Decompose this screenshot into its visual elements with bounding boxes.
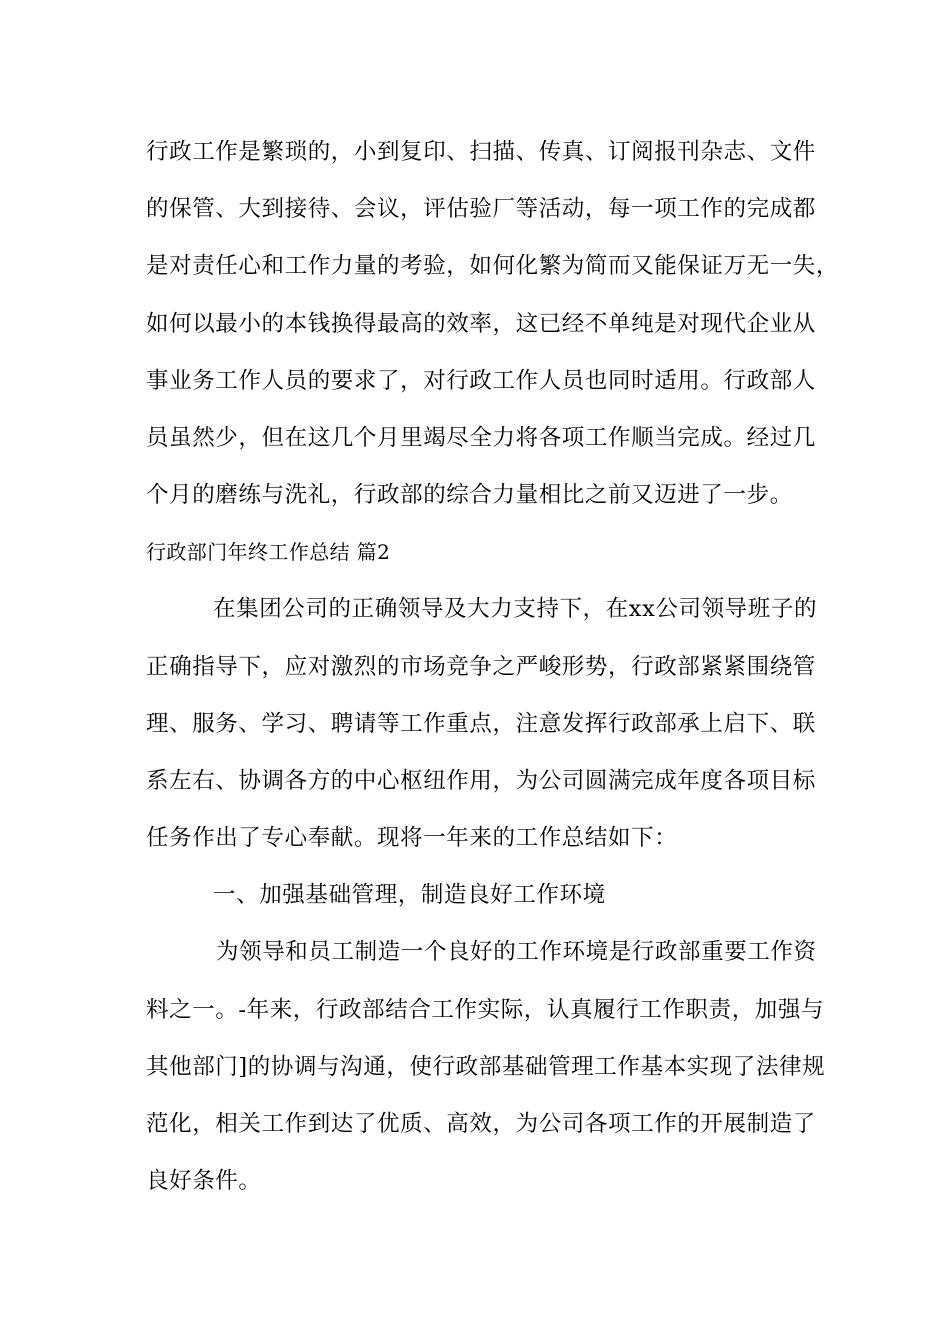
paragraph-line: 是对责任心和工作力量的考验，如何化繁为简而又能保证万无一失， [146,253,840,279]
paragraph-line: 正确指导下，应对激烈的市场竞争之严峻形势，行政部紧紧围绕管 [146,654,816,680]
paragraph-line: 任务作出了专心奉献。现将一年来的工作总结如下： [146,825,678,851]
paragraph-line: 在集团公司的正确领导及大力支持下，在xx公司领导班子的 [213,596,818,622]
paragraph-line: 的保管、大到接待、会议，评估验厂等活动，每一项工作的完成都 [146,196,816,222]
subsection-heading: 一、加强基础管理，制造良好工作环境 [213,882,606,908]
paragraph-line: 系左右、协调各方的中心枢纽作用，为公司圆满完成年度各项目标 [146,768,816,794]
paragraph-line: 员虽然少，但在这几个月里竭尽全力将各项工作顺当完成。经过几 [146,425,816,451]
paragraph-line: 为领导和员工制造一个良好的工作环境是行政部重要工作资 [216,939,817,965]
paragraph-line: 事业务工作人员的要求了，对行政工作人员也同时适用。行政部人 [146,368,816,394]
paragraph-line: 个月的磨练与洗礼，行政部的综合力量相比之前又迈进了一步。 [146,482,793,508]
paragraph-line: 行政工作是繁琐的，小到复印、扫描、传真、订阅报刊杂志、文件 [146,139,816,165]
paragraph-line: 范化，相关工作到达了优质、高效，为公司各项工作的开展制造了 [146,1111,816,1137]
paragraph-line: 其他部门]的协调与沟通，使行政部基础管理工作基本实现了法律规 [146,1054,826,1080]
paragraph-line: 如何以最小的本钱换得最高的效率，这已经不单纯是对现代企业从 [146,311,816,337]
section-heading: 行政部门年终工作总结 篇2 [146,540,391,564]
paragraph-line: 料之一。-年来，行政部结合工作实际，认真履行工作职责，加强与 [146,997,825,1023]
paragraph-line: 良好条件。 [146,1168,262,1194]
paragraph-line: 理、服务、学习、聘请等工作重点，注意发挥行政部承上启下、联 [146,711,816,737]
